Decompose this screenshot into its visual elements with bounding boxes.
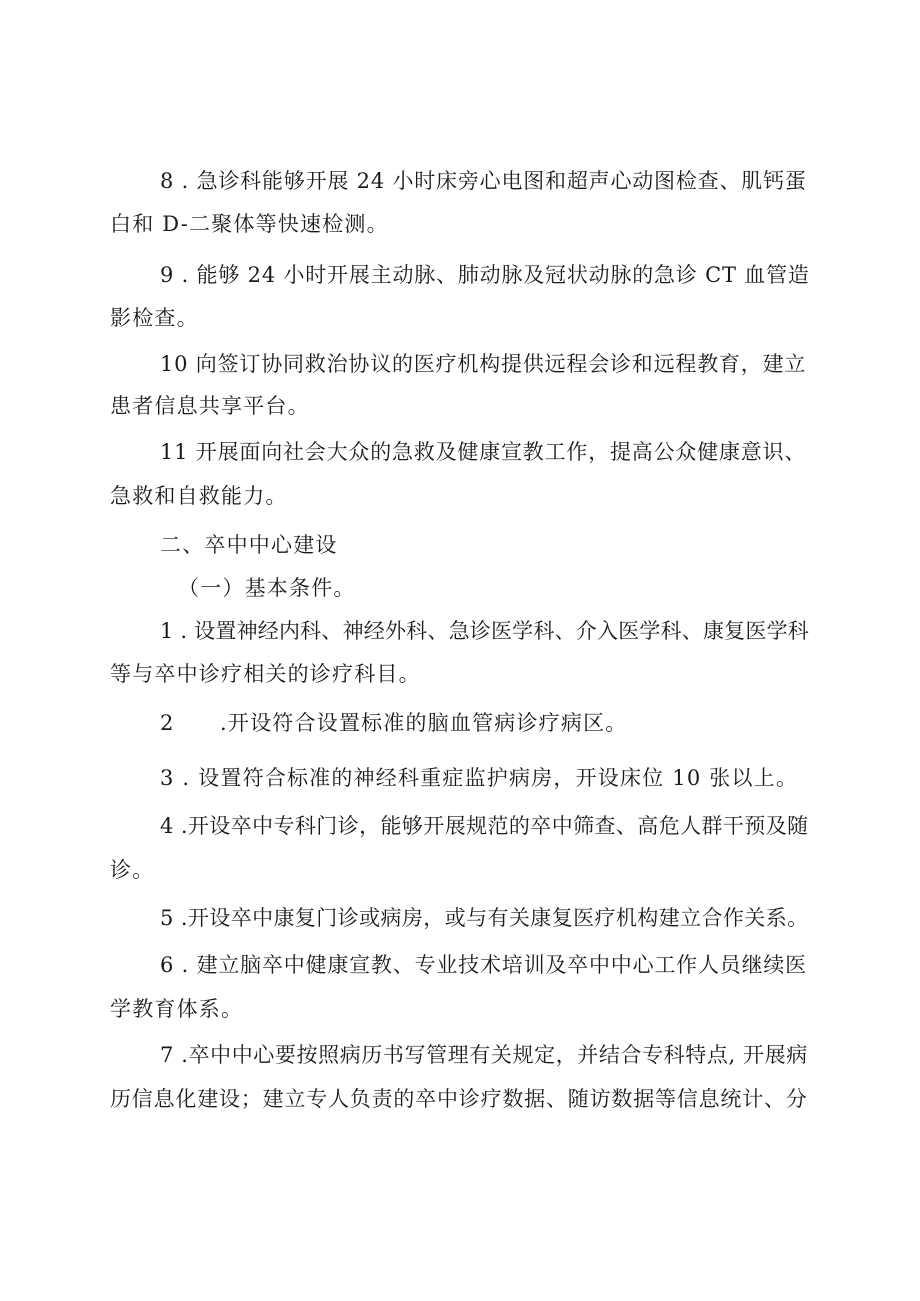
item-11-line-2: 急救和自救能力。 xyxy=(110,484,288,508)
condition-4-line-2: 诊。 xyxy=(110,858,155,882)
condition-2-number: 2 xyxy=(160,711,175,735)
condition-5-line-1: 5 .开设卒中康复门诊或病房，或与有关康复医疗机构建立合作关系。 xyxy=(160,906,809,930)
condition-6-line-2: 学教育体系。 xyxy=(110,997,244,1021)
condition-1-line-2: 等与卒中诊疗相关的诊疗科目。 xyxy=(110,662,421,686)
condition-3-line-1: 3 . 设置符合标准的神经科重症监护病房，开设床位 10 张以上。 xyxy=(160,766,799,790)
condition-7-line-2: 历信息化建设；建立专人负责的卒中诊疗数据、随访数据等信息统计、分 xyxy=(110,1087,808,1111)
item-8-line-2: 白和 D-二聚体等快速检测。 xyxy=(110,212,389,236)
condition-4-line-1: 4 .开设卒中专科门诊，能够开展规范的卒中筛查、高危人群干预及随 xyxy=(160,814,809,838)
item-11-line-1: 11 开展面向社会大众的急救及健康宣教工作，提高公众健康意识、 xyxy=(160,440,807,464)
condition-7-line-1: 7 .卒中中心要按照病历书写管理有关规定，并结合专科特点, 开展病 xyxy=(160,1043,808,1067)
section-heading: 二、卒中中心建设 xyxy=(160,533,338,557)
item-9-line-1: 9 . 能够 24 小时开展主动脉、肺动脉及冠状动脉的急诊 CT 血管造 xyxy=(160,263,810,287)
condition-2-text: .开设符合设置标准的脑血管病诊疗病区。 xyxy=(220,711,628,735)
condition-6-line-1: 6 . 建立脑卒中健康宣教、专业技术培训及卒中中心工作人员继续医 xyxy=(160,953,807,977)
item-9-line-2: 影检查。 xyxy=(110,306,199,330)
condition-1-line-1: 1 . 设置神经内科、神经外科、急诊医学科、介入医学科、康复医学科 xyxy=(160,619,809,643)
item-10-line-2: 患者信息共享平台。 xyxy=(110,394,310,418)
item-8-line-1: 8 . 急诊科能够开展 24 小时床旁心电图和超声心动图检查、肌钙蛋 xyxy=(160,169,807,193)
item-10-line-1: 10 向签订协同救治协议的医疗机构提供远程会诊和远程教育，建立 xyxy=(160,352,807,376)
subsection-heading: （一）基本条件。 xyxy=(178,576,356,600)
